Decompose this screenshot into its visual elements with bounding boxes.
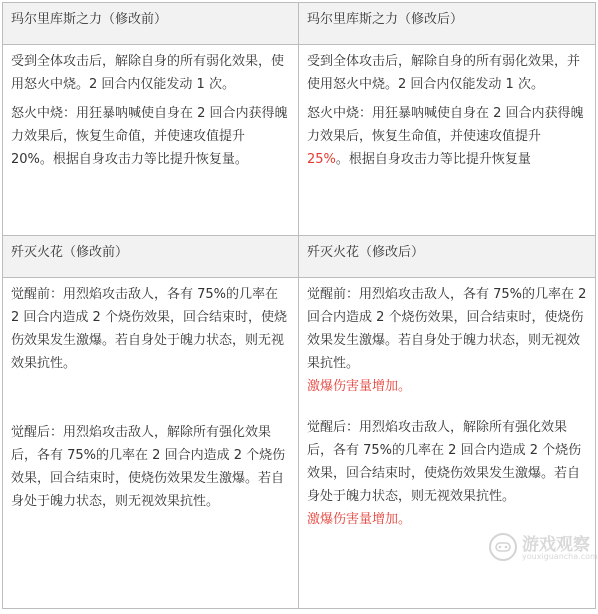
table-header-row — [3, 236, 596, 278]
watermark-name: 游戏观察 — [522, 535, 590, 555]
skill-text: 怒火中烧：用狂暴呐喊使自身在 2 回合内获得魄力效果后，恢复生命值，并使速攻值提升 20%。根据自身攻击力等比提升恢复量。 — [11, 106, 288, 167]
skill-cell-after — [299, 45, 596, 236]
change-note: 激爆伤害量增加。 — [307, 512, 412, 527]
skill-text: 觉醒后：用烈焰攻击敌人，解除所有强化效果后，各有 75%的几率在 2 回合内造成 2 个烧伤效果，回合结束时，使烧伤效果发生激爆。若自身处于魄力状态，则无视效果抗性。 — [307, 420, 582, 504]
watermark — [488, 528, 598, 568]
watermark-url: youxiguancha.com — [522, 552, 598, 561]
skill-text: 怒火中烧：用狂暴呐喊使自身在 2 回合内获得魄力效果后，恢复生命值，并使速攻值提升 25%。根据自身攻击力等比提升恢复量 — [307, 106, 584, 167]
header-cell-after: 玛尔里库斯之力（修改后） — [299, 3, 596, 45]
change-note: 激爆伤害量增加。 — [307, 379, 412, 394]
skill-text: 觉醒后：用烈焰攻击敌人，解除所有强化效果后，各有 75%的几率在 2 回合内造成 2 个烧伤效果，回合结束时，使烧伤效果发生激爆。若自身处于魄力状态，则无视效果抗性。 — [11, 425, 286, 509]
skill-cell-before — [3, 45, 299, 236]
skill-text: 觉醒前：用烈焰攻击敌人，各有 75%的几率在 2 回合内造成 2 个烧伤效果，回合结束时，使烧伤效果发生激爆。若自身处于魄力状态，则无视效果抗性。 — [11, 287, 287, 371]
header-cell-before: 歼灭火花（修改前） — [3, 236, 299, 278]
skill-cell-before — [3, 278, 299, 609]
comparison-table — [2, 2, 596, 609]
table-header-row — [3, 3, 596, 45]
skill-text: 受到全体攻击后，解除自身的所有弱化效果，使用怒火中烧。2 回合内仅能发动 1 次。 — [11, 54, 285, 92]
changed-value: 25% — [307, 152, 336, 167]
table-row — [3, 45, 596, 236]
header-cell-after: 歼灭火花（修改后） — [299, 236, 596, 278]
header-cell-before: 玛尔里库斯之力（修改前） — [3, 3, 299, 45]
skill-text: 受到全体攻击后，解除自身的所有弱化效果，并使用怒火中烧。2 回合内仅能发动 1 次。 — [307, 54, 581, 92]
skill-text: 觉醒前：用烈焰攻击敌人，各有 75%的几率在 2 回合内造成 2 个烧伤效果，回合结束时，使烧伤效果发生激爆。若自身处于魄力状态，则无视效果抗性。 — [307, 287, 587, 371]
gamepad-logo-icon — [488, 532, 518, 562]
